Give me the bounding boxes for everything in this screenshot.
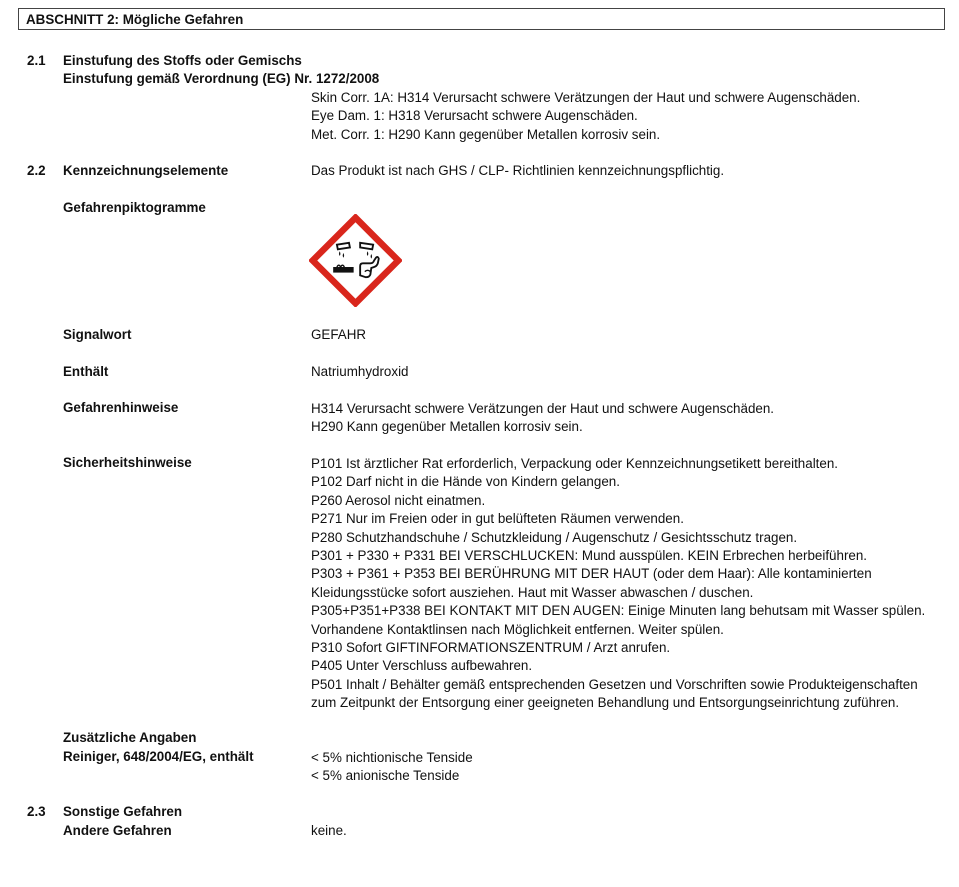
other-hazards-value: keine. [311,823,347,838]
additional-info-label: Zusätzliche Angaben [63,730,197,745]
classification-line: Skin Corr. 1A: H314 Verursacht schwere Verätzungen der Haut und schwere Augenschäden. [311,90,861,105]
label-elements-heading: Kennzeichnungselemente [63,163,229,178]
other-hazards-label: Andere Gefahren [63,823,172,838]
classification-line: Eye Dam. 1: H318 Verursacht schwere Augenschäden. [311,108,638,124]
label-elements-value: Das Produkt ist nach GHS / CLP- Richtlinien kennzeichnungspflichtig. [311,163,725,178]
hazard-statement: H314 Verursacht schwere Verätzungen der Haut und schwere Augenschäden. [311,401,775,416]
detergent-regulation-label: Reiniger, 648/2004/EG, enthält [63,749,254,764]
precautionary-statements-list [311,455,925,712]
precautionary-statement: P102 Darf nicht in die Hände von Kindern gelangen. [311,474,620,490]
pictograms-label: Gefahrenpiktogramme [63,200,206,215]
signal-word-label: Signalwort [63,327,132,342]
section-header [18,8,945,30]
precautionary-statement: P101 Ist ärztlicher Rat erforderlich, Verpackung oder Kennzeichnungsetikett bereithalten. [311,456,839,471]
contains-label: Enthält [63,364,109,379]
precautionary-statement: P271 Nur im Freien oder in gut belüfteten Räumen verwenden. [311,511,684,527]
precautionary-statement: P303 + P361 + P353 BEI BERÜHRUNG MIT DER HAUT (oder dem Haar): Alle kontaminierten [311,566,872,582]
precautionary-statements-label: Sicherheitshinweise [63,455,192,470]
classification-line: Met. Corr. 1: H290 Kann gegenüber Metallen korrosiv sein. [311,126,661,142]
contains-value: Natriumhydroxid [311,364,409,379]
hazard-statements-label: Gefahrenhinweise [63,400,179,415]
signal-word-value: GEFAHR [311,327,367,342]
hazard-statement: H290 Kann gegenüber Metallen korrosiv sein. [311,419,583,435]
classification-regulation-heading: Einstufung gemäß Verordnung (EG) Nr. 1272/2008 [63,71,380,86]
classification-list [311,89,860,144]
precautionary-statement: zum Zeitpunkt der Entsorgung einer geeigneten Behandlung und Entsorgungseinrichtung zuführen. [311,695,900,711]
precautionary-statement: Vorhandene Kontaktlinsen nach Möglichkeit entfernen. Weiter spülen. [311,621,724,637]
precautionary-statement: P260 Aerosol nicht einatmen. [311,492,486,508]
precautionary-statement: Kleidungsstücke sofort ausziehen. Haut mit Wasser abwaschen / duschen. [311,584,754,600]
ghs05-corrosion-icon [309,214,402,307]
classification-heading: Einstufung des Stoffs oder Gemischs [63,53,302,68]
section-title: ABSCHNITT 2: Mögliche Gefahren [26,12,244,27]
section-number-2-1: 2.1 [27,53,46,68]
ingredient-line: < 5% nichtionische Tenside [311,750,473,765]
hazard-statements-list [311,400,774,437]
precautionary-statement: P305+P351+P338 BEI KONTAKT MIT DEN AUGEN: Einige Minuten lang behutsam mit Wasser spülen. [311,603,926,619]
detergent-ingredients-list [311,749,473,786]
precautionary-statement: P301 + P330 + P331 BEI VERSCHLUCKEN: Mund ausspülen. KEIN Erbrechen herbeiführen. [311,547,868,563]
ingredient-line: < 5% anionische Tenside [311,768,460,784]
precautionary-statement: P501 Inhalt / Behälter gemäß entsprechenden Gesetzen und Vorschriften sowie Produkteigenschaften [311,676,918,692]
section-number-2-3: 2.3 [27,804,46,819]
section-number-2-2: 2.2 [27,163,46,178]
precautionary-statement: P405 Unter Verschluss aufbewahren. [311,658,533,674]
precautionary-statement: P310 Sofort GIFTINFORMATIONSZENTRUM / Arzt anrufen. [311,639,671,655]
other-hazards-heading: Sonstige Gefahren [63,804,183,819]
precautionary-statement: P280 Schutzhandschuhe / Schutzkleidung / Augenschutz / Gesichtsschutz tragen. [311,529,798,545]
